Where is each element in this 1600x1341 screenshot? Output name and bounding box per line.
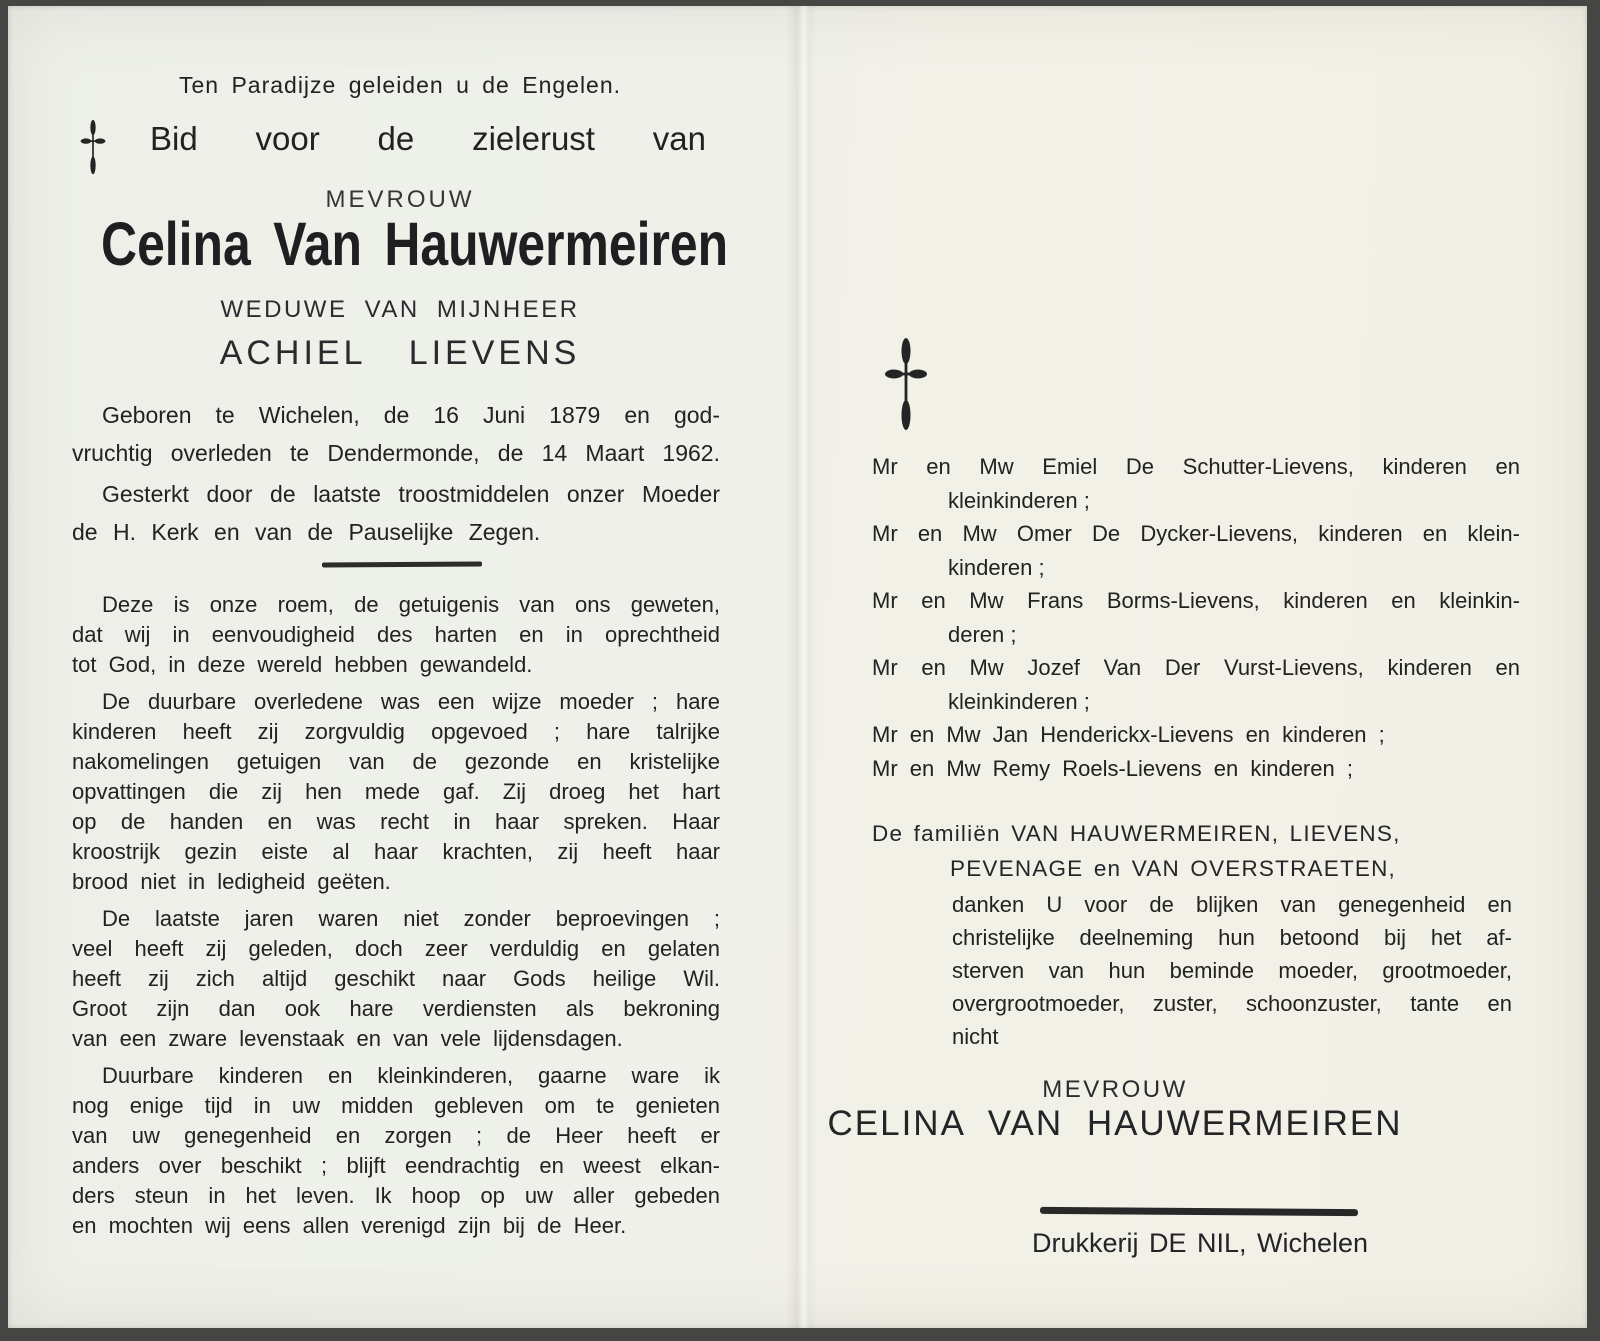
vitals-line: de H. Kerk en van de Pauselijke Zegen.	[72, 519, 541, 545]
eulogy-line: tot God, in deze wereld hebben gewandeld.	[72, 652, 533, 677]
epigraph-text: Ten Paradijze geleiden u de Engelen.	[178, 72, 622, 98]
mourner-line: kinderen ;	[948, 554, 1045, 580]
eulogy-line: Duurbare kinderen en kleinkinderen, gaarne ware ik	[102, 1063, 720, 1088]
eulogy-paragraph	[72, 904, 720, 1054]
mourner-line: Mr en Mw Jozef Van Der Vurst-Lievens, kinderen en	[872, 655, 1520, 680]
eulogy-line: dat wij in eenvoudigheid des harten en in oprechtheid	[72, 622, 720, 647]
deceased-name-display	[50, 210, 750, 295]
families-block	[872, 816, 1520, 886]
eulogy-line: brood niet in ledigheid geëten.	[72, 869, 391, 894]
widow-line: WEDUWE VAN MIJNHEER	[220, 296, 580, 323]
honorific-right: MEVROUW	[1042, 1076, 1188, 1103]
latin-cross-icon	[884, 336, 928, 432]
eulogy-line: van uw genegenheid en zorgen ; de Heer heeft er	[72, 1123, 720, 1148]
eulogy-line: op de handen en was recht in haar spreken. Haar	[72, 809, 720, 834]
mourner-item	[872, 752, 1520, 786]
eulogy-paragraph	[72, 590, 720, 680]
eulogy-paragraph	[72, 687, 720, 897]
mourner-line: deren ;	[948, 621, 1017, 647]
families-line: De familiën VAN HAUWERMEIREN, LIEVENS,	[872, 821, 1401, 846]
eulogy-line: Deze is onze roem, de getuigenis van ons geweten,	[102, 592, 720, 617]
deceased-name-text: Celina Van Hauwermeiren	[101, 210, 729, 279]
vital-dates-block	[72, 396, 720, 551]
mourner-item	[872, 450, 1520, 517]
eulogy-line: veel heeft zij geleden, doch zeer verduldig en gelaten	[72, 936, 720, 961]
vitals-line: Gesterkt door de laatste troostmiddelen onzer Moeder	[102, 481, 720, 507]
thanks-line: christelijke deelneming hun betoond bij het af-	[952, 925, 1512, 950]
mourner-item	[872, 651, 1520, 718]
families-line: PEVENAGE en VAN OVERSTRAETEN,	[950, 856, 1396, 881]
center-fold	[786, 6, 816, 1328]
thanks-line: sterven van hun beminde moeder, grootmoeder,	[952, 958, 1512, 983]
eulogy-line: De laatste jaren waren niet zonder beproevingen ;	[102, 906, 720, 931]
eulogy-line: Groot zijn dan ook hare verdiensten als bekroning	[72, 996, 720, 1021]
mourner-item	[872, 517, 1520, 584]
eulogy-paragraph	[72, 1061, 720, 1241]
eulogy-line: kinderen heeft zij zorgvuldig opgevoed ; hare talrijke	[72, 719, 720, 744]
eulogy-line: kroostrijk gezin eiste al haar krachten, zij heeft haar	[72, 839, 720, 864]
mourner-line: Mr en Mw Remy Roels-Lievens en kinderen ;	[872, 755, 1353, 781]
eulogy-line: heeft zij zich altijd geschikt naar Gods heilige Wil.	[72, 966, 720, 991]
mourner-line: Mr en Mw Omer De Dycker-Lievens, kinderen en klein-	[872, 521, 1520, 546]
eulogy-line: anders over beschikt ; blijft eendrachtig en weest elkan-	[72, 1153, 720, 1178]
mourners-list	[872, 450, 1520, 785]
thanks-line: danken U voor de blijken van genegenheid en	[952, 892, 1512, 917]
eulogy-line: De duurbare overledene was een wijze moeder ; hare	[102, 689, 720, 714]
latin-cross-icon	[80, 118, 106, 176]
husband-name: ACHIEL LIEVENS	[219, 334, 581, 372]
thanks-line: nicht	[952, 1024, 999, 1049]
prayer-heading: Bid voor de zielerust van	[150, 120, 706, 157]
mourner-line: Mr en Mw Frans Borms-Lievens, kinderen en kleinkin-	[872, 588, 1520, 613]
eulogy-line: van een zware levenstaak en van vele lijdensdagen.	[72, 1026, 623, 1051]
eulogy-line: ders steun in het leven. Ik hoop op uw aller gebeden	[72, 1183, 720, 1208]
deceased-name-caps: CELINA VAN HAUWERMEIREN	[827, 1104, 1403, 1143]
thanks-line: overgrootmoeder, zuster, schoonzuster, tante en	[952, 991, 1512, 1016]
printer-credit: Drukkerij DE NIL, Wichelen	[1031, 1228, 1369, 1258]
mourner-item	[872, 584, 1520, 651]
vitals-line: Geboren te Wichelen, de 16 Juni 1879 en god-	[102, 402, 720, 428]
mourner-line: Mr en Mw Jan Henderickx-Lievens en kinderen ;	[872, 722, 1385, 747]
eulogy-line: en mochten wij eens allen verenigd zijn bij de Heer.	[72, 1213, 627, 1238]
vitals-line: vruchtig overleden te Dendermonde, de 14 Maart 1962.	[72, 440, 720, 466]
eulogy-line: nakomelingen getuigen van de gezonde en kristelijke	[72, 749, 720, 774]
thanks-block	[952, 888, 1512, 1053]
honorific-left: MEVROUW	[325, 186, 475, 213]
eulogy-text-block	[72, 590, 720, 1248]
eulogy-line: nog enige tijd in uw midden gebleven om te genieten	[72, 1093, 720, 1118]
mourner-line: Mr en Mw Emiel De Schutter-Lievens, kinderen en	[872, 454, 1520, 479]
eulogy-line: opvattingen die zij hen mede gaf. Zij droeg het hart	[72, 779, 720, 804]
mourner-line: kleinkinderen ;	[948, 688, 1090, 714]
mourner-item	[872, 718, 1520, 752]
mourner-line: kleinkinderen ;	[948, 487, 1090, 513]
